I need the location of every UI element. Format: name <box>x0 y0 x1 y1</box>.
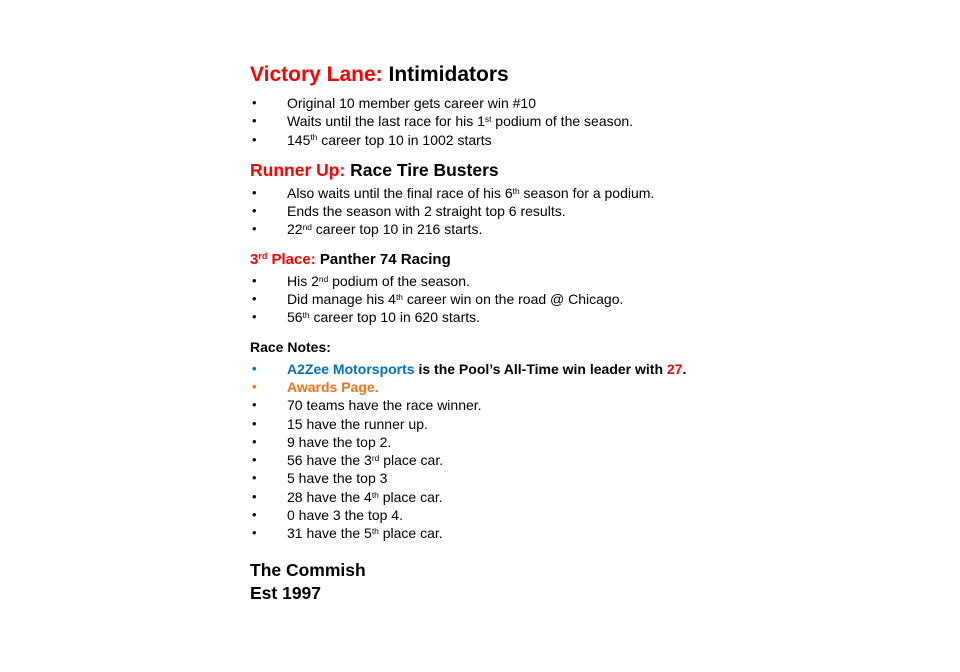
bullet-icon: • <box>252 309 257 325</box>
bullet-text: Also waits until the final race of his 6th season for a podium. <box>287 184 655 201</box>
bullet-icon: • <box>252 360 257 376</box>
bullet-item <box>250 184 790 202</box>
bullet-item <box>250 308 790 326</box>
bullet-icon: • <box>252 433 257 449</box>
bullet-item <box>250 433 790 451</box>
bullet-icon: • <box>252 113 257 129</box>
bullet-item <box>250 112 790 130</box>
bullet-text: 22nd career top 10 in 216 starts. <box>287 221 483 238</box>
bullet-text: His 2nd podium of the season. <box>287 272 470 289</box>
bullet-icon: • <box>252 378 257 394</box>
bullet-icon: • <box>252 221 257 237</box>
bullet-icon: • <box>252 203 257 219</box>
bullet-item <box>250 396 790 414</box>
bullet-icon: • <box>252 272 257 288</box>
bullet-text: 15 have the runner up. <box>287 415 428 432</box>
bullet-text: 70 teams have the race winner. <box>287 397 482 414</box>
bullet-text: Original 10 member gets career win #10 <box>287 95 537 111</box>
bullet-icon: • <box>252 397 257 413</box>
victory-lane-bullets <box>250 94 790 149</box>
est-year: Est 1997 <box>250 582 322 603</box>
bullet-item <box>250 488 790 506</box>
bullet-icon: • <box>252 184 257 200</box>
bullet-text: Waits until the last race for his 1st podium of the season. <box>287 113 634 130</box>
bullet-text: 9 have the top 2. <box>287 433 392 450</box>
bullet-item <box>250 415 790 433</box>
bullet-icon: • <box>252 507 257 523</box>
bullet-icon: • <box>252 452 257 468</box>
bullet-icon: • <box>252 470 257 486</box>
bullet-text: 5 have the top 3 <box>287 470 388 487</box>
bullet-item <box>250 220 790 238</box>
bullet-item <box>250 202 790 220</box>
victory-lane-heading: Victory Lane: Intimidators <box>250 63 509 86</box>
bullet-text: 28 have the 4th place car. <box>287 488 443 505</box>
bullet-icon: • <box>252 525 257 541</box>
bullet-text: A2Zee Motorsports is the Pool’s All-Time win leader with 27. <box>287 360 687 377</box>
bullet-item <box>250 290 790 308</box>
content-block <box>250 63 790 605</box>
bullet-icon: • <box>252 415 257 431</box>
runner-up-bullets <box>250 184 790 239</box>
bullet-text: 31 have the 5th place car. <box>287 525 443 542</box>
bullet-icon: • <box>252 291 257 307</box>
bullet-text: Did manage his 4th career win on the road @ Chicago. <box>287 291 624 308</box>
third-place-bullets <box>250 272 790 327</box>
bullet-text: 145th career top 10 in 1002 starts <box>287 131 492 148</box>
bullet-text: 56 have the 3rd place car. <box>287 452 444 469</box>
race-notes-bullets <box>250 360 790 543</box>
bullet-icon: • <box>252 488 257 504</box>
bullet-item <box>250 94 790 112</box>
bullet-item <box>250 524 790 542</box>
bullet-item <box>250 272 790 290</box>
bullet-item <box>250 360 790 378</box>
race-notes-heading: Race Notes: <box>250 338 331 355</box>
bullet-text: Awards Page. <box>287 378 379 395</box>
third-place-heading: 3rd Place: Panther 74 Racing <box>250 250 451 268</box>
bullet-icon: • <box>252 131 257 147</box>
bullet-icon: • <box>252 95 257 110</box>
bullet-item <box>250 469 790 487</box>
bullet-item <box>250 506 790 524</box>
bullet-item <box>250 451 790 469</box>
bullet-item <box>250 378 790 396</box>
commish-signature: The Commish <box>250 559 366 580</box>
bullet-text: 56th career top 10 in 620 starts. <box>287 309 481 326</box>
footer <box>250 559 790 605</box>
bullet-text: Ends the season with 2 straight top 6 results. <box>287 203 566 220</box>
runner-up-heading: Runner Up: Race Tire Busters <box>250 159 499 180</box>
bullet-text: 0 have 3 the top 4. <box>287 507 403 524</box>
bullet-item <box>250 131 790 149</box>
